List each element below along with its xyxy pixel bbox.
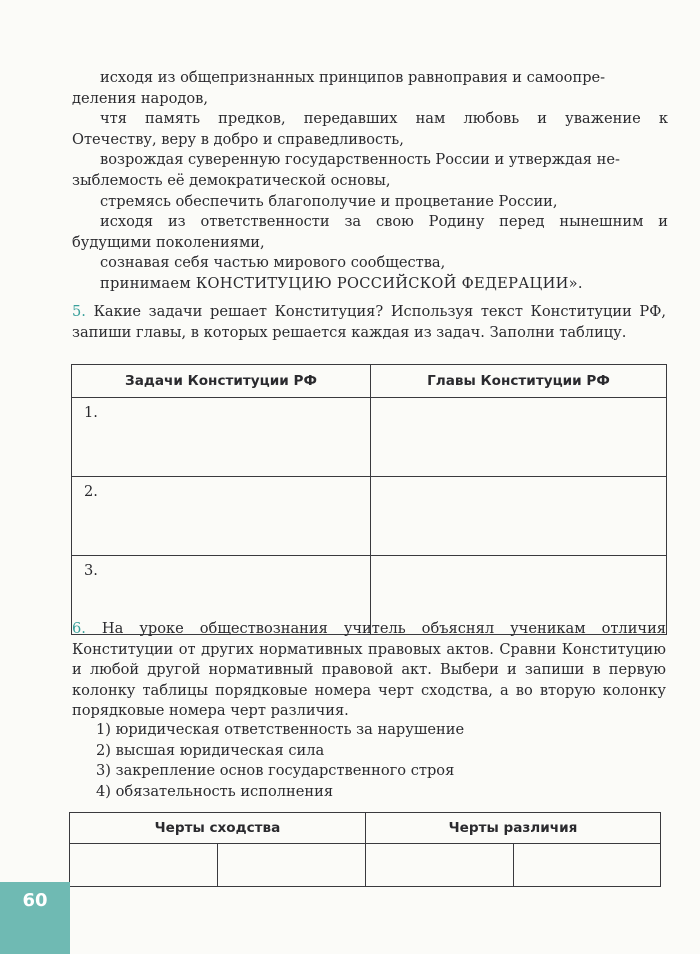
table-row (72, 477, 667, 556)
task-6-answer-cell[interactable] (514, 844, 661, 887)
page-number: 60 (22, 890, 48, 911)
task-6-question: На уроке обществознания учитель объяснял ученикам отличия Конституции от других нормативных правовых актов. Сравни Конституцию и любой другой нормативный правовой акт. Выбери и запиши в первую колонку таблицы порядковые номера черт сходства, а во вторую колонку порядковые номера черт различия. (72, 620, 667, 720)
preamble-line: Отечеству, веру в добро и справедливость, (72, 130, 404, 148)
list-item: 1) юридическая ответственность за нарушение (96, 721, 465, 738)
task-6-text (72, 619, 666, 722)
preamble-line: чтя память предков, передавших нам любовь и уважение к (100, 110, 668, 128)
task-5-number: 5. (72, 303, 86, 320)
task-5-header-tasks: Задачи Конституции РФ (72, 365, 371, 398)
preamble-line: стремясь обеспечить благополучие и процветание России, (100, 192, 558, 210)
preamble-line: возрождая суверенную государственность России и утверждая не- (100, 151, 620, 169)
table-row (70, 844, 661, 887)
task-6-list (96, 720, 464, 802)
list-item: 2) высшая юридическая сила (96, 741, 325, 759)
preamble-line: принимаем КОНСТИТУЦИЮ РОССИЙСКОЙ ФЕДЕРАЦИИ». (100, 274, 583, 292)
preamble-line: исходя из ответственности за свою Родину перед нынешним и (100, 213, 668, 231)
task-5-text (72, 302, 666, 343)
task-6-answer-cell[interactable] (366, 844, 514, 887)
task-5-question: Какие задачи решает Конституция? Используя текст Конституции РФ, запиши главы, в которых решается каждая из задач. Заполни таблицу. (72, 303, 667, 341)
task-5-cell[interactable]: 1. (72, 398, 371, 477)
table-row (72, 398, 667, 477)
preamble-text (72, 68, 668, 295)
task-5-answer-cell[interactable] (371, 477, 667, 556)
task-6-header-similarities: Черты сходства (70, 813, 366, 844)
task-5-cell[interactable]: 2. (72, 477, 371, 556)
task-6-table (69, 812, 661, 887)
task-6-header-differences: Черты различия (366, 813, 661, 844)
preamble-line: исходя из общепризнанных принципов равноправия и самоопре- (100, 69, 606, 86)
task-6-answer-cell[interactable] (70, 844, 218, 887)
task-6-number: 6. (72, 620, 86, 637)
task-5-cell[interactable]: 3. (72, 556, 371, 635)
list-item: 4) обязательность исполнения (96, 782, 334, 800)
list-item: 3) закрепление основ государственного строя (96, 762, 455, 780)
preamble-line: сознавая себя частью мирового сообщества, (100, 254, 446, 272)
task-6-answer-cell[interactable] (218, 844, 366, 887)
task-5-answer-cell[interactable] (371, 398, 667, 477)
preamble-line: зыблемость её демократической основы, (72, 171, 391, 189)
preamble-line: деления народов, (72, 89, 209, 107)
task-5-header-chapters: Главы Конституции РФ (371, 365, 667, 398)
task-5-table (71, 364, 667, 635)
preamble-line: будущими поколениями, (72, 233, 265, 251)
